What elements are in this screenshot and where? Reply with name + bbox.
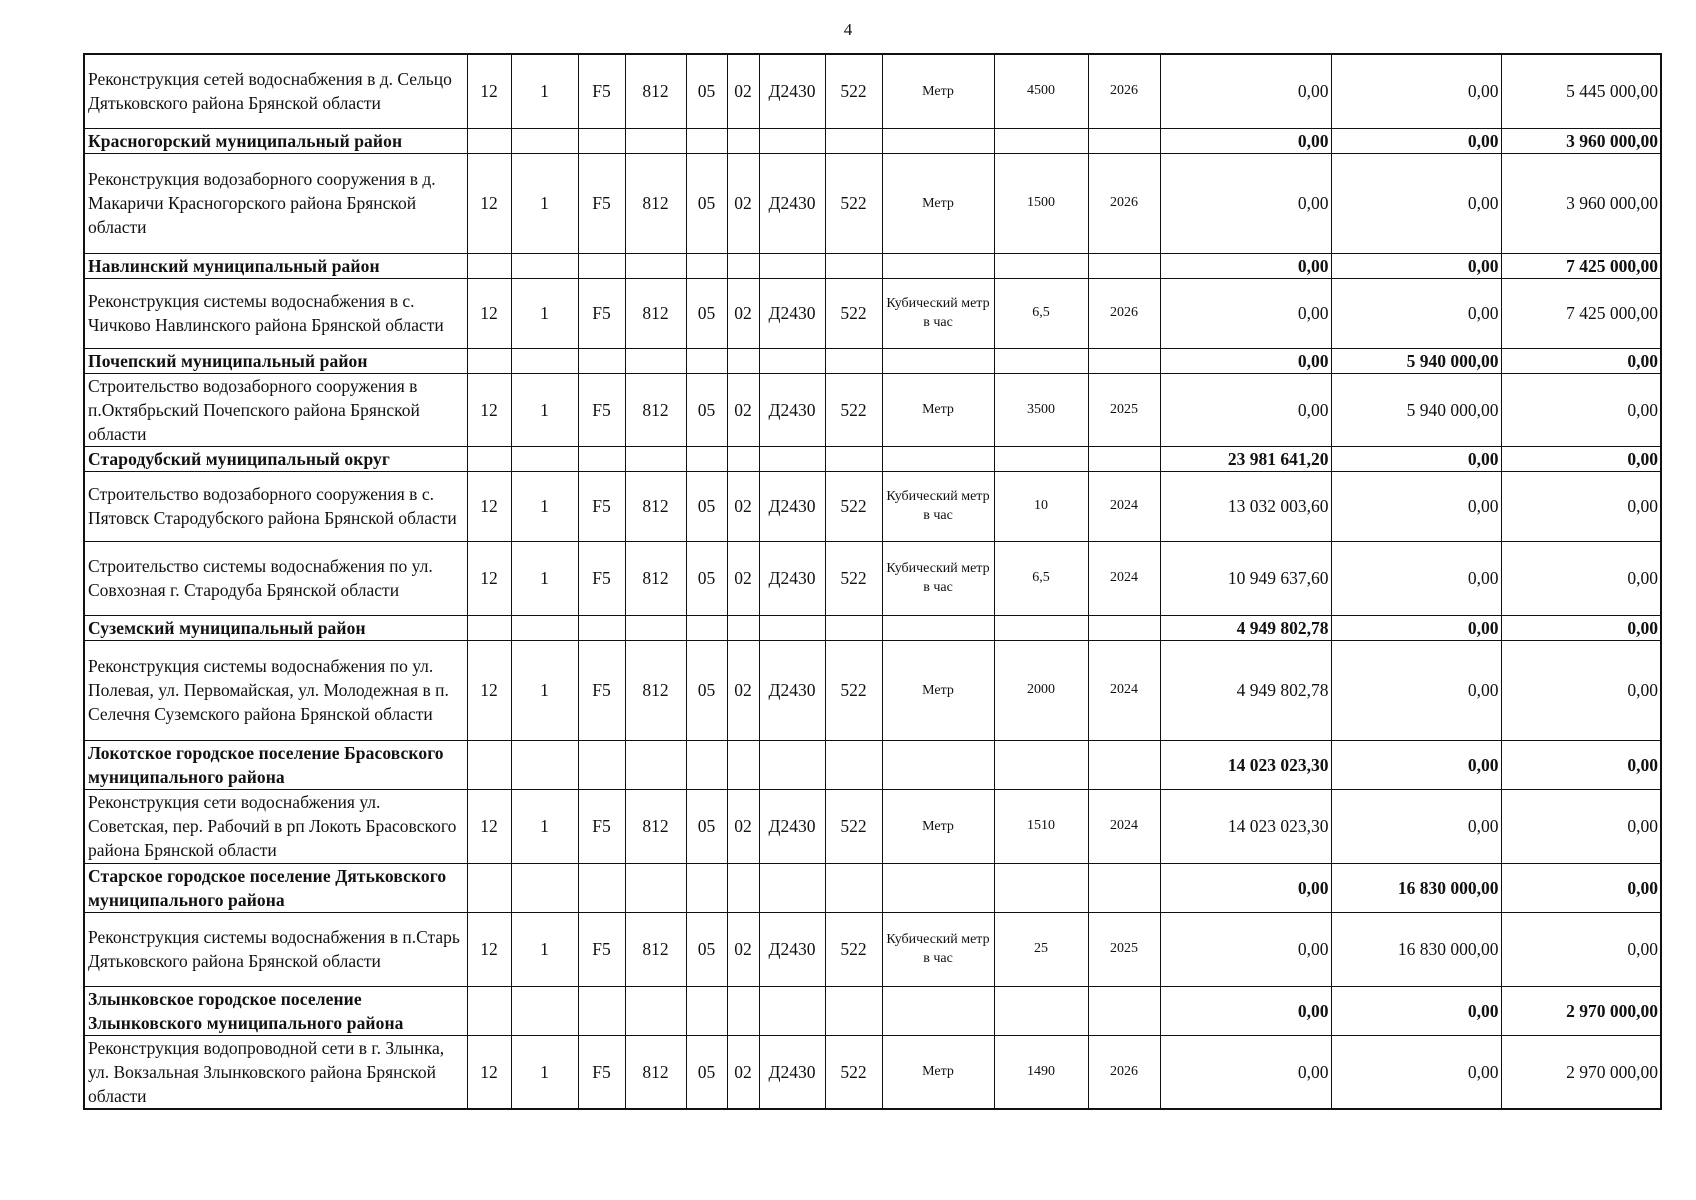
group-name-cell: Старское городское поселение Дятьковского муниципального района	[84, 863, 467, 912]
code-cell: 12	[467, 373, 511, 446]
code-cell	[625, 615, 686, 640]
capacity-cell: 1490	[994, 1035, 1088, 1109]
object-name-cell: Реконструкция водозаборного сооружения в д. Макаричи Красногорского района Брянской области	[84, 153, 467, 253]
year-cell: 2024	[1088, 640, 1160, 740]
amount-cell: 0,00	[1501, 640, 1661, 740]
code-cell	[825, 863, 882, 912]
group-name-cell: Суземский муниципальный район	[84, 615, 467, 640]
unit-cell	[882, 986, 994, 1035]
amount-cell: 0,00	[1331, 446, 1501, 471]
year-cell: 2025	[1088, 912, 1160, 986]
code-cell: 05	[686, 541, 727, 615]
code-cell	[625, 253, 686, 278]
amount-cell: 0,00	[1501, 348, 1661, 373]
code-cell: Д2430	[759, 640, 825, 740]
code-cell: 522	[825, 278, 882, 348]
code-cell	[759, 128, 825, 153]
year-cell: 2026	[1088, 153, 1160, 253]
capacity-cell: 10	[994, 471, 1088, 541]
group-name-cell: Красногорский муниципальный район	[84, 128, 467, 153]
code-cell	[511, 740, 578, 789]
unit-cell: Кубический метр в час	[882, 471, 994, 541]
code-cell	[467, 986, 511, 1035]
amount-cell: 0,00	[1160, 912, 1331, 986]
capacity-cell: 1510	[994, 789, 1088, 863]
amount-cell: 3 960 000,00	[1501, 128, 1661, 153]
amount-cell: 0,00	[1331, 153, 1501, 253]
amount-cell: 14 023 023,30	[1160, 789, 1331, 863]
code-cell: 05	[686, 54, 727, 128]
group-name-cell: Локотское городское поселение Брасовского муниципального района	[84, 740, 467, 789]
code-cell: 05	[686, 373, 727, 446]
code-cell: 1	[511, 789, 578, 863]
code-cell: 12	[467, 471, 511, 541]
amount-cell: 0,00	[1160, 986, 1331, 1035]
group-row	[84, 863, 1661, 912]
code-cell: Д2430	[759, 789, 825, 863]
code-cell	[825, 615, 882, 640]
amount-cell: 0,00	[1501, 863, 1661, 912]
year-cell	[1088, 253, 1160, 278]
budget-table	[83, 53, 1662, 1110]
code-cell: 02	[727, 278, 759, 348]
group-row	[84, 986, 1661, 1035]
group-row	[84, 348, 1661, 373]
year-cell: 2026	[1088, 278, 1160, 348]
code-cell: 812	[625, 541, 686, 615]
amount-cell: 0,00	[1501, 912, 1661, 986]
amount-cell: 0,00	[1160, 1035, 1331, 1109]
code-cell	[511, 863, 578, 912]
code-cell	[467, 615, 511, 640]
code-cell: 12	[467, 153, 511, 253]
code-cell: 12	[467, 278, 511, 348]
amount-cell: 0,00	[1331, 615, 1501, 640]
code-cell	[686, 615, 727, 640]
amount-cell: 7 425 000,00	[1501, 253, 1661, 278]
code-cell: 02	[727, 789, 759, 863]
code-cell	[686, 446, 727, 471]
code-cell: 1	[511, 153, 578, 253]
year-cell: 2024	[1088, 471, 1160, 541]
code-cell	[467, 253, 511, 278]
code-cell: Д2430	[759, 912, 825, 986]
code-cell: 12	[467, 789, 511, 863]
object-name-cell: Реконструкция сетей водоснабжения в д. Сельцо Дятьковского района Брянской области	[84, 54, 467, 128]
object-name-cell: Реконструкция системы водоснабжения в с. Чичково Навлинского района Брянской области	[84, 278, 467, 348]
table-row	[84, 912, 1661, 986]
group-name-cell: Навлинский муниципальный район	[84, 253, 467, 278]
code-cell: 12	[467, 1035, 511, 1109]
code-cell	[467, 446, 511, 471]
capacity-cell: 1500	[994, 153, 1088, 253]
amount-cell: 0,00	[1160, 863, 1331, 912]
unit-cell	[882, 863, 994, 912]
amount-cell: 0,00	[1331, 278, 1501, 348]
amount-cell: 0,00	[1501, 471, 1661, 541]
amount-cell: 0,00	[1501, 446, 1661, 471]
unit-cell	[882, 740, 994, 789]
code-cell	[578, 348, 625, 373]
year-cell: 2024	[1088, 789, 1160, 863]
code-cell: F5	[578, 471, 625, 541]
code-cell: F5	[578, 541, 625, 615]
code-cell: 02	[727, 153, 759, 253]
amount-cell: 5 940 000,00	[1331, 348, 1501, 373]
code-cell	[578, 128, 625, 153]
code-cell	[511, 986, 578, 1035]
amount-cell: 0,00	[1501, 541, 1661, 615]
code-cell	[686, 863, 727, 912]
group-row	[84, 446, 1661, 471]
code-cell: 812	[625, 640, 686, 740]
code-cell: 05	[686, 912, 727, 986]
capacity-cell: 4500	[994, 54, 1088, 128]
code-cell: 522	[825, 541, 882, 615]
code-cell: F5	[578, 1035, 625, 1109]
code-cell	[511, 128, 578, 153]
code-cell	[511, 446, 578, 471]
amount-cell: 0,00	[1331, 128, 1501, 153]
capacity-cell: 25	[994, 912, 1088, 986]
amount-cell: 3 960 000,00	[1501, 153, 1661, 253]
unit-cell	[882, 446, 994, 471]
code-cell	[825, 446, 882, 471]
amount-cell: 0,00	[1160, 348, 1331, 373]
year-cell	[1088, 348, 1160, 373]
object-name-cell: Реконструкция системы водоснабжения в п.Старь Дятьковского района Брянской области	[84, 912, 467, 986]
code-cell	[727, 615, 759, 640]
unit-cell: Кубический метр в час	[882, 278, 994, 348]
code-cell	[578, 986, 625, 1035]
table-row	[84, 471, 1661, 541]
code-cell: 522	[825, 373, 882, 446]
code-cell: 812	[625, 54, 686, 128]
amount-cell: 0,00	[1331, 789, 1501, 863]
capacity-cell: 6,5	[994, 541, 1088, 615]
year-cell: 2026	[1088, 1035, 1160, 1109]
code-cell	[759, 348, 825, 373]
code-cell: 02	[727, 471, 759, 541]
code-cell: 12	[467, 541, 511, 615]
code-cell: Д2430	[759, 541, 825, 615]
code-cell	[825, 128, 882, 153]
year-cell	[1088, 986, 1160, 1035]
capacity-cell	[994, 863, 1088, 912]
group-row	[84, 740, 1661, 789]
code-cell	[759, 740, 825, 789]
code-cell: F5	[578, 373, 625, 446]
code-cell: 05	[686, 1035, 727, 1109]
code-cell	[686, 740, 727, 789]
amount-cell: 23 981 641,20	[1160, 446, 1331, 471]
unit-cell: Метр	[882, 640, 994, 740]
year-cell	[1088, 128, 1160, 153]
group-row	[84, 128, 1661, 153]
code-cell	[625, 863, 686, 912]
code-cell: 1	[511, 471, 578, 541]
amount-cell: 14 023 023,30	[1160, 740, 1331, 789]
amount-cell: 2 970 000,00	[1501, 1035, 1661, 1109]
table-row	[84, 54, 1661, 128]
capacity-cell	[994, 253, 1088, 278]
code-cell	[727, 128, 759, 153]
capacity-cell	[994, 128, 1088, 153]
code-cell: 522	[825, 471, 882, 541]
amount-cell: 0,00	[1501, 615, 1661, 640]
code-cell	[686, 986, 727, 1035]
code-cell: F5	[578, 789, 625, 863]
code-cell: 522	[825, 54, 882, 128]
amount-cell: 0,00	[1331, 1035, 1501, 1109]
amount-cell: 4 949 802,78	[1160, 615, 1331, 640]
unit-cell	[882, 128, 994, 153]
code-cell	[727, 446, 759, 471]
table-row	[84, 373, 1661, 446]
group-row	[84, 253, 1661, 278]
group-name-cell: Почепский муниципальный район	[84, 348, 467, 373]
object-name-cell: Реконструкция сети водоснабжения ул. Советская, пер. Рабочий в рп Локоть Брасовского района Брянской области	[84, 789, 467, 863]
unit-cell: Метр	[882, 1035, 994, 1109]
code-cell: 812	[625, 153, 686, 253]
code-cell: 02	[727, 373, 759, 446]
code-cell	[625, 446, 686, 471]
capacity-cell	[994, 740, 1088, 789]
year-cell: 2025	[1088, 373, 1160, 446]
code-cell: 12	[467, 912, 511, 986]
code-cell: 522	[825, 1035, 882, 1109]
code-cell: 1	[511, 373, 578, 446]
amount-cell: 0,00	[1331, 471, 1501, 541]
unit-cell	[882, 253, 994, 278]
code-cell: 12	[467, 640, 511, 740]
code-cell: 05	[686, 278, 727, 348]
code-cell: 02	[727, 541, 759, 615]
amount-cell: 2 970 000,00	[1501, 986, 1661, 1035]
code-cell	[578, 446, 625, 471]
code-cell	[686, 253, 727, 278]
code-cell	[759, 615, 825, 640]
object-name-cell: Строительство водозаборного сооружения в п.Октябрьский Почепского района Брянской области	[84, 373, 467, 446]
table-row	[84, 153, 1661, 253]
code-cell	[727, 863, 759, 912]
amount-cell: 0,00	[1160, 153, 1331, 253]
code-cell	[625, 348, 686, 373]
code-cell: F5	[578, 278, 625, 348]
code-cell	[759, 986, 825, 1035]
code-cell: Д2430	[759, 471, 825, 541]
code-cell	[511, 615, 578, 640]
code-cell: Д2430	[759, 153, 825, 253]
amount-cell: 7 425 000,00	[1501, 278, 1661, 348]
capacity-cell	[994, 615, 1088, 640]
table-row	[84, 640, 1661, 740]
code-cell: 05	[686, 471, 727, 541]
unit-cell	[882, 615, 994, 640]
unit-cell: Кубический метр в час	[882, 541, 994, 615]
code-cell: Д2430	[759, 54, 825, 128]
code-cell	[578, 863, 625, 912]
object-name-cell: Строительство системы водоснабжения по ул. Совхозная г. Стародуба Брянской области	[84, 541, 467, 615]
unit-cell: Метр	[882, 789, 994, 863]
code-cell	[727, 253, 759, 278]
capacity-cell: 6,5	[994, 278, 1088, 348]
unit-cell: Метр	[882, 54, 994, 128]
amount-cell: 0,00	[1331, 986, 1501, 1035]
code-cell: 812	[625, 278, 686, 348]
unit-cell	[882, 348, 994, 373]
code-cell: F5	[578, 54, 625, 128]
code-cell	[578, 615, 625, 640]
amount-cell: 5 445 000,00	[1501, 54, 1661, 128]
group-name-cell: Злынковское городское поселение Злынковского муниципального района	[84, 986, 467, 1035]
code-cell	[825, 348, 882, 373]
code-cell: 812	[625, 471, 686, 541]
code-cell	[759, 253, 825, 278]
code-cell	[825, 986, 882, 1035]
amount-cell: 0,00	[1501, 789, 1661, 863]
code-cell: 1	[511, 912, 578, 986]
amount-cell: 0,00	[1331, 640, 1501, 740]
amount-cell: 0,00	[1160, 253, 1331, 278]
capacity-cell: 3500	[994, 373, 1088, 446]
table-row	[84, 541, 1661, 615]
code-cell	[467, 740, 511, 789]
group-name-cell: Стародубский муниципальный округ	[84, 446, 467, 471]
code-cell	[686, 348, 727, 373]
code-cell: 522	[825, 153, 882, 253]
code-cell: 02	[727, 912, 759, 986]
table-row	[84, 789, 1661, 863]
code-cell: Д2430	[759, 1035, 825, 1109]
code-cell	[625, 128, 686, 153]
table-row	[84, 1035, 1661, 1109]
code-cell: 02	[727, 1035, 759, 1109]
code-cell: 1	[511, 1035, 578, 1109]
code-cell	[759, 863, 825, 912]
year-cell	[1088, 615, 1160, 640]
code-cell: Д2430	[759, 278, 825, 348]
code-cell: 812	[625, 789, 686, 863]
capacity-cell	[994, 446, 1088, 471]
code-cell: 522	[825, 640, 882, 740]
code-cell: 1	[511, 278, 578, 348]
code-cell	[727, 740, 759, 789]
code-cell: 522	[825, 912, 882, 986]
capacity-cell	[994, 348, 1088, 373]
code-cell	[759, 446, 825, 471]
code-cell: F5	[578, 153, 625, 253]
capacity-cell: 2000	[994, 640, 1088, 740]
amount-cell: 0,00	[1160, 128, 1331, 153]
amount-cell: 0,00	[1160, 373, 1331, 446]
code-cell: F5	[578, 640, 625, 740]
code-cell: 1	[511, 541, 578, 615]
code-cell: 05	[686, 789, 727, 863]
amount-cell: 13 032 003,60	[1160, 471, 1331, 541]
year-cell	[1088, 446, 1160, 471]
code-cell	[511, 253, 578, 278]
year-cell: 2026	[1088, 54, 1160, 128]
unit-cell: Метр	[882, 373, 994, 446]
object-name-cell: Реконструкция системы водоснабжения по ул. Полевая, ул. Первомайская, ул. Молодежная в п. Селечня Суземского района Брянской области	[84, 640, 467, 740]
code-cell: 522	[825, 789, 882, 863]
code-cell: 05	[686, 153, 727, 253]
amount-cell: 16 830 000,00	[1331, 912, 1501, 986]
amount-cell: 0,00	[1331, 740, 1501, 789]
code-cell	[625, 986, 686, 1035]
code-cell: F5	[578, 912, 625, 986]
amount-cell: 10 949 637,60	[1160, 541, 1331, 615]
amount-cell: 0,00	[1331, 54, 1501, 128]
year-cell	[1088, 740, 1160, 789]
code-cell	[467, 863, 511, 912]
code-cell	[578, 253, 625, 278]
code-cell	[578, 740, 625, 789]
code-cell	[686, 128, 727, 153]
capacity-cell	[994, 986, 1088, 1035]
code-cell: 812	[625, 373, 686, 446]
amount-cell: 5 940 000,00	[1331, 373, 1501, 446]
amount-cell: 4 949 802,78	[1160, 640, 1331, 740]
code-cell: 05	[686, 640, 727, 740]
amount-cell: 0,00	[1160, 54, 1331, 128]
code-cell: 1	[511, 54, 578, 128]
code-cell	[825, 253, 882, 278]
year-cell	[1088, 863, 1160, 912]
amount-cell: 0,00	[1331, 541, 1501, 615]
code-cell: 02	[727, 640, 759, 740]
code-cell	[825, 740, 882, 789]
table-row	[84, 278, 1661, 348]
amount-cell: 0,00	[1501, 373, 1661, 446]
unit-cell: Метр	[882, 153, 994, 253]
amount-cell: 0,00	[1331, 253, 1501, 278]
amount-cell: 0,00	[1160, 278, 1331, 348]
code-cell	[727, 348, 759, 373]
object-name-cell: Реконструкция водопроводной сети в г. Злынка, ул. Вокзальная Злынковского района Брянской области	[84, 1035, 467, 1109]
amount-cell: 0,00	[1501, 740, 1661, 789]
code-cell: 1	[511, 640, 578, 740]
unit-cell: Кубический метр в час	[882, 912, 994, 986]
year-cell: 2024	[1088, 541, 1160, 615]
page-number: 4	[843, 20, 853, 39]
code-cell	[511, 348, 578, 373]
code-cell	[467, 128, 511, 153]
object-name-cell: Строительство водозаборного сооружения в с. Пятовск Стародубского района Брянской области	[84, 471, 467, 541]
code-cell: 02	[727, 54, 759, 128]
group-row	[84, 615, 1661, 640]
code-cell: 12	[467, 54, 511, 128]
code-cell	[727, 986, 759, 1035]
code-cell	[625, 740, 686, 789]
code-cell: Д2430	[759, 373, 825, 446]
amount-cell: 16 830 000,00	[1331, 863, 1501, 912]
code-cell	[467, 348, 511, 373]
code-cell: 812	[625, 1035, 686, 1109]
code-cell: 812	[625, 912, 686, 986]
